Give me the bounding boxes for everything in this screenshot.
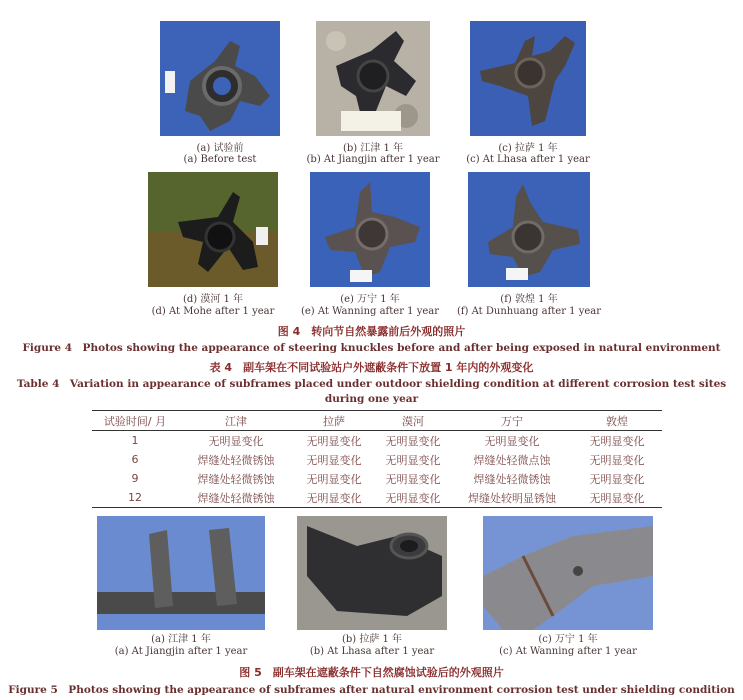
table-cell: 无明显变化 [385,453,441,467]
figure5-caption-en: Figure 5 Photos showing the appearance of subframes after natural environment corrosion test under shielding condition [8,684,735,696]
fig4-photo-c [470,21,586,136]
table-row [92,469,662,488]
fig5-photo-a [97,516,265,630]
table-row [92,488,662,508]
table4 [92,410,662,508]
fig4-d-cap-en: (d) At Mohe after 1 year [151,306,275,317]
fig5-photo-c [483,516,653,630]
fig4-photo-b [316,21,430,136]
steering-knuckle-image [470,21,586,136]
steering-knuckle-image [160,21,280,136]
table-cell: 焊缝处轻微点蚀 [473,453,551,467]
fig4-d-cap-cn: (d) 漠河 1 年 [182,294,244,305]
fig5-b-cap-en: (b) At Lhasa after 1 year [309,646,435,657]
table-cell: 焊缝处轻微锈蚀 [197,453,275,467]
table-cell: 无明显变化 [385,491,441,505]
table-cell: 12 [128,491,142,504]
table-row [92,431,662,451]
table4-caption-en-line1: Table 4 Variation in appearance of subframes placed under outdoor shielding condition at different corrosion test sites [16,378,727,390]
table-row [92,450,662,469]
subframe-image [297,516,447,630]
fig4-a-cap-en: (a) Before test [183,154,257,165]
subframe-image [97,516,265,630]
fig4-a-cap-cn: (a) 试验前 [196,143,244,154]
col-header-jiangjin: 江津 [225,414,247,428]
fig4-f-cap-cn: (f) 敦煌 1 年 [500,294,558,305]
col-header-mohe: 漠河 [402,414,424,428]
table-cell: 无明显变化 [589,453,645,467]
table-cell: 无明显变化 [306,472,362,486]
table-cell: 无明显变化 [484,434,540,448]
table-cell: 焊缝处轻微锈蚀 [473,472,551,486]
fig4-photo-f [468,172,590,287]
table-cell: 无明显变化 [306,491,362,505]
table-cell: 6 [131,453,139,466]
fig4-photo-e [310,172,430,287]
steering-knuckle-image [310,172,430,287]
table-header-row [92,411,662,431]
table-cell: 无明显变化 [589,434,645,448]
fig4-photo-d [148,172,278,287]
table-cell: 无明显变化 [306,434,362,448]
fig4-e-cap-en: (e) At Wanning after 1 year [300,306,440,317]
table-cell: 无明显变化 [306,453,362,467]
fig5-photo-b [297,516,447,630]
fig5-b-cap-cn: (b) 拉萨 1 年 [341,634,403,645]
table-cell: 9 [131,472,139,485]
figure4-caption-en: Figure 4 Photos showing the appearance of steering knuckles before and after being exposed in natural environment [22,342,721,354]
table-cell: 1 [131,434,139,447]
table-cell: 焊缝处较明显锈蚀 [468,491,556,505]
col-header-dunhuang: 敦煌 [606,414,628,428]
table4-caption-en-line2: during one year [324,393,419,405]
fig4-photo-a [160,21,280,136]
figure5-caption-cn: 图 5 副车架在遮蔽条件下自然腐蚀试验后的外观照片 [239,666,504,679]
fig4-e-cap-cn: (e) 万宁 1 年 [340,294,400,305]
table-cell: 无明显变化 [385,434,441,448]
table4-caption-cn: 表 4 副车架在不同试验站户外遮蔽条件下放置 1 年内的外观变化 [209,361,534,374]
col-header-wanning: 万宁 [501,414,523,428]
table-cell: 无明显变化 [589,472,645,486]
fig5-c-cap-cn: (c) 万宁 1 年 [538,634,598,645]
fig4-c-cap-en: (c) At Lhasa after 1 year [466,154,590,165]
figure4-caption-cn: 图 4 转向节自然暴露前后外观的照片 [277,325,466,338]
fig5-a-cap-cn: (a) 江津 1 年 [151,634,211,645]
fig4-b-cap-cn: (b) 江津 1 年 [342,143,404,154]
table-cell: 焊缝处轻微锈蚀 [197,472,275,486]
steering-knuckle-image [316,21,430,136]
table-cell: 无明显变化 [589,491,645,505]
fig4-b-cap-en: (b) At Jiangjin after 1 year [306,154,440,165]
col-header-lhasa: 拉萨 [323,414,345,428]
table-cell: 焊缝处轻微锈蚀 [197,491,275,505]
subframe-image [483,516,653,630]
fig5-c-cap-en: (c) At Wanning after 1 year [499,646,637,657]
steering-knuckle-image [468,172,590,287]
col-header-time: 试验时间/ 月 [103,414,167,428]
steering-knuckle-image [148,172,278,287]
table-cell: 无明显变化 [385,472,441,486]
fig4-f-cap-en: (f) At Dunhuang after 1 year [456,306,602,317]
fig4-c-cap-cn: (c) 拉萨 1 年 [498,143,558,154]
table-cell: 无明显变化 [208,434,264,448]
fig5-a-cap-en: (a) At Jiangjin after 1 year [114,646,248,657]
